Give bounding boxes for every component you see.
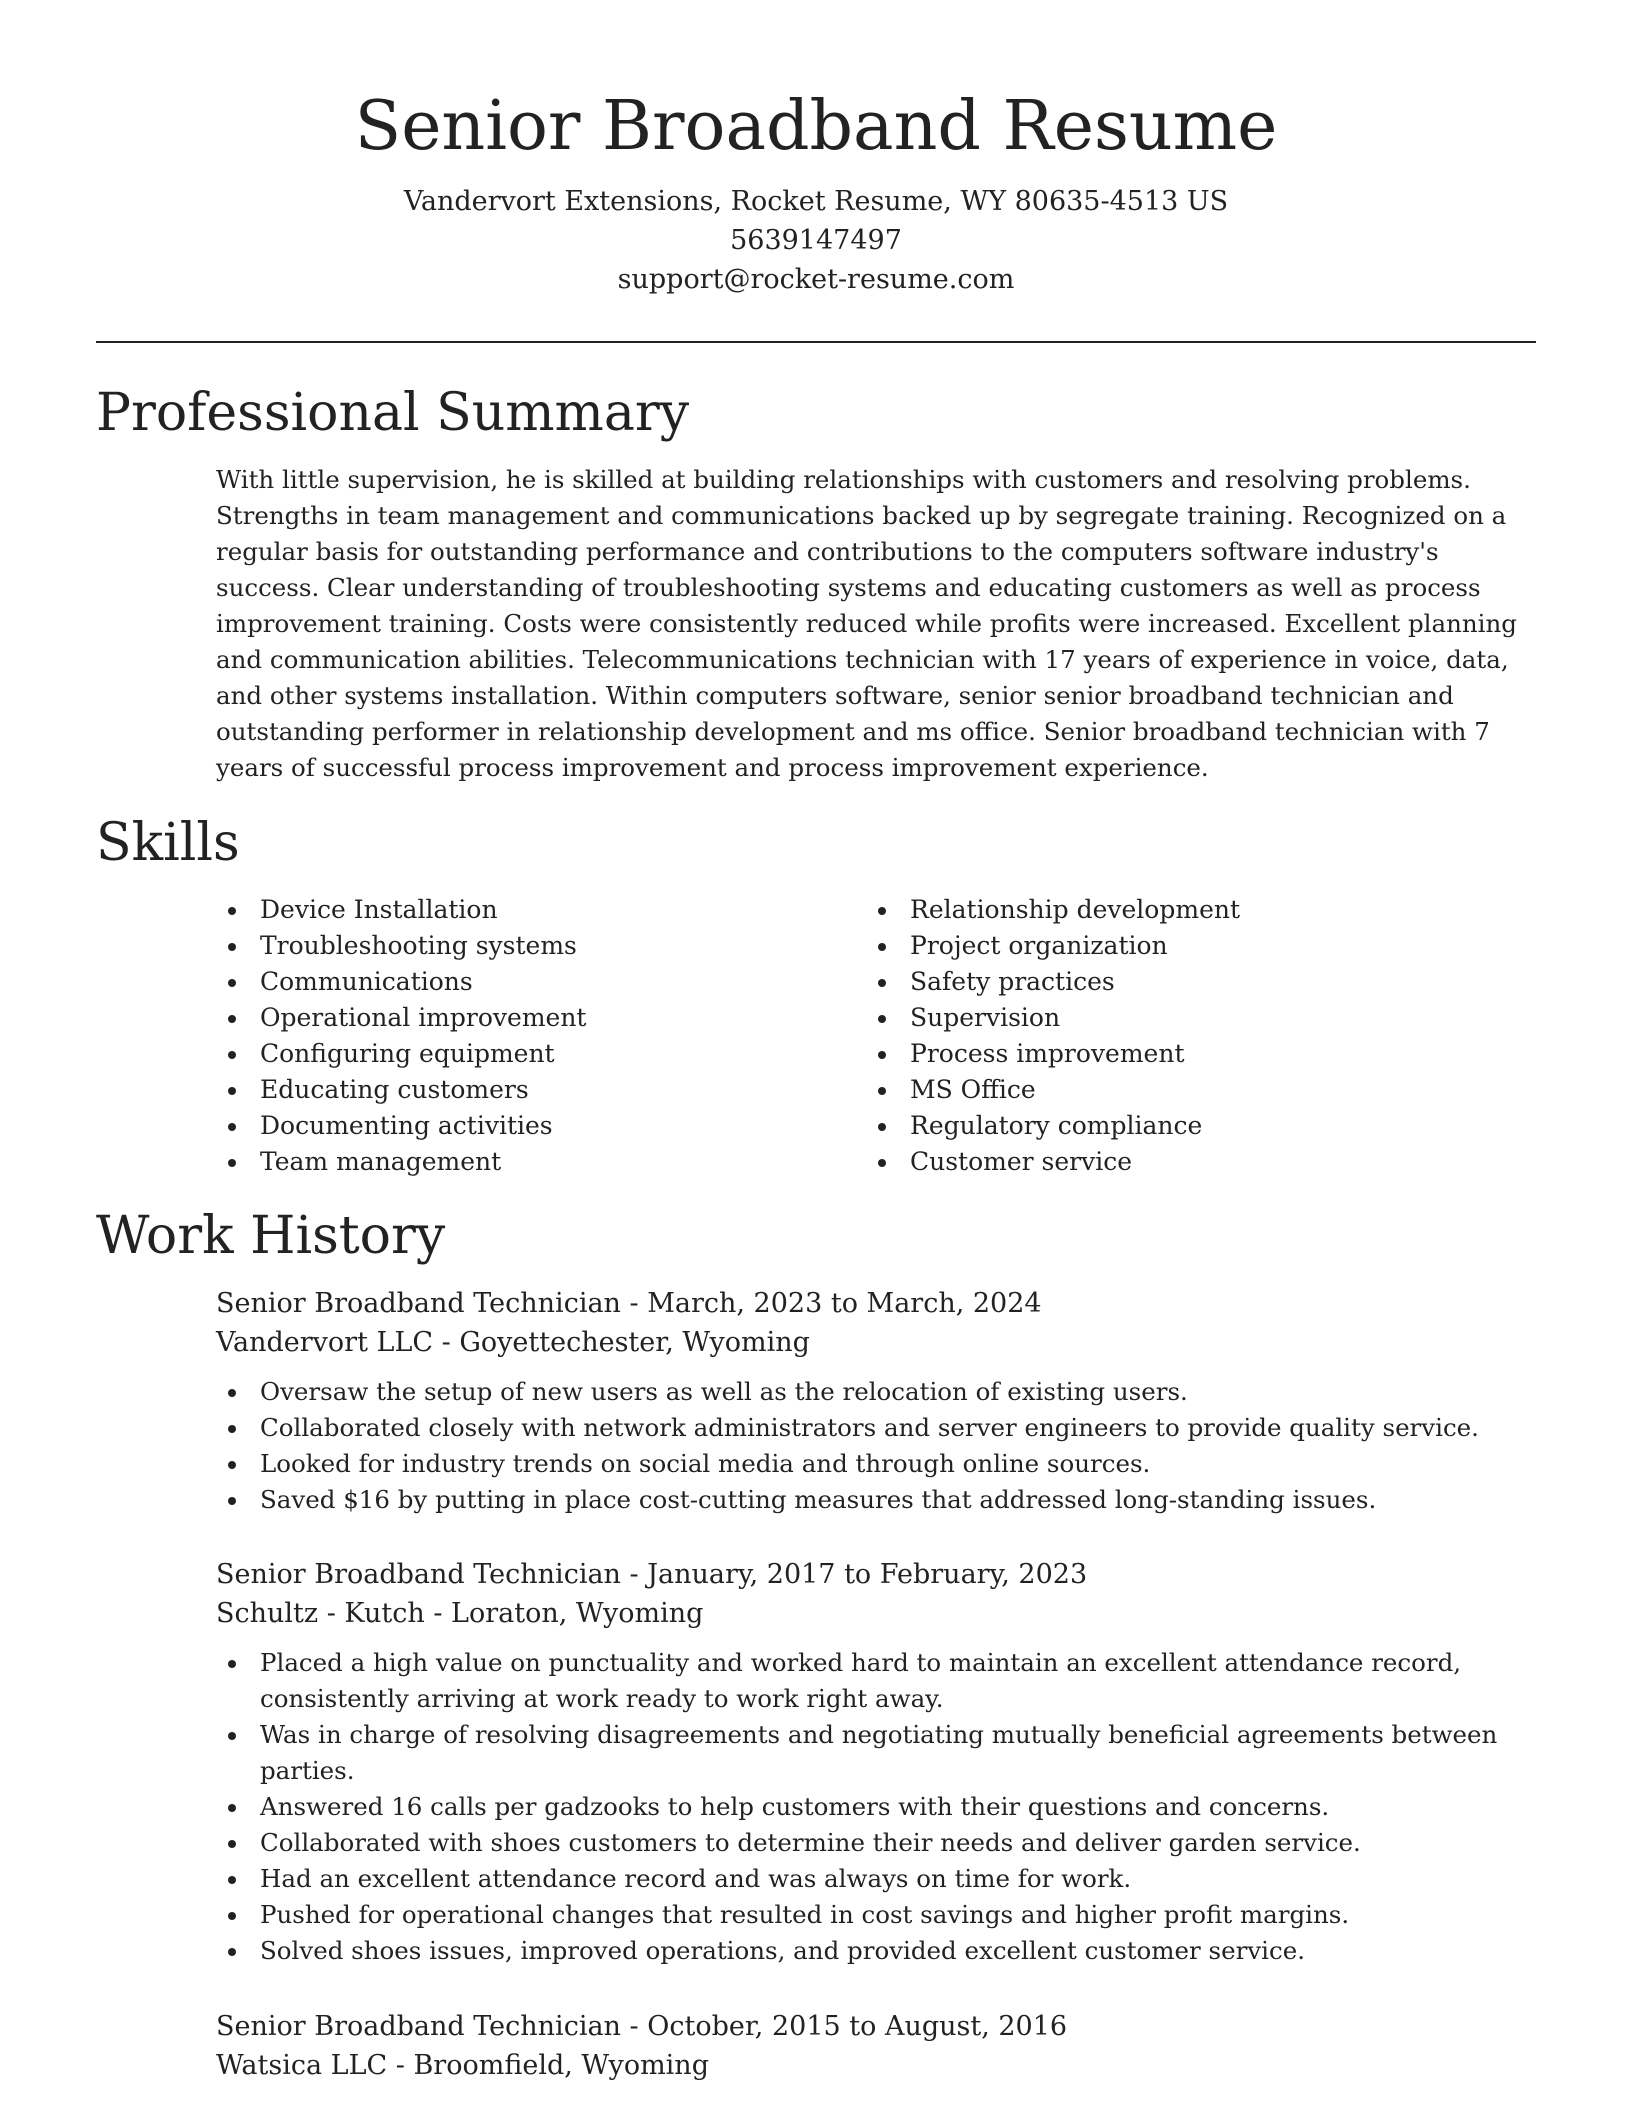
job-company: Vandervort LLC [216, 1327, 434, 1358]
skill-item: Process improvement [866, 1036, 1516, 1072]
contact-phone: 5639147497 [730, 225, 902, 256]
skills-column-right [866, 892, 1516, 1180]
job-duty-item: Collaborated closely with network administrators and server engineers to provide quality service. [216, 1410, 1536, 1446]
skills-list [216, 892, 1536, 1180]
skill-item: Troubleshooting systems [216, 928, 866, 964]
header-divider [96, 341, 1536, 343]
job-duties [216, 1645, 1536, 1969]
skill-item: Operational improvement [216, 1000, 866, 1036]
skill-item: Customer service [866, 1144, 1516, 1180]
job-duty-item: Oversaw the setup of new users as well as the relocation of existing users. [216, 1374, 1536, 1410]
job-location: Loraton, Wyoming [451, 1598, 704, 1629]
skill-item: Supervision [866, 1000, 1516, 1036]
skill-item: Project organization [866, 928, 1516, 964]
job-company: Schultz - Kutch [216, 1598, 425, 1629]
resume-header [96, 82, 1536, 299]
summary-heading: Professional Summary [96, 383, 690, 443]
job-duties [216, 1374, 1536, 1518]
resume-name: Senior Broadband Resume [354, 87, 1278, 166]
skill-item: Configuring equipment [216, 1036, 866, 1072]
skill-item: Communications [216, 964, 866, 1000]
job-duty-item: Was in charge of resolving disagreements and negotiating mutually beneficial agreements between parties. [216, 1717, 1536, 1789]
contact-block [96, 182, 1536, 299]
job-title-line: Senior Broadband Technician - January, 2017 to February, 2023 [216, 1559, 1088, 1590]
job-title: Senior Broadband Technician [216, 1559, 621, 1590]
skill-item: Regulatory compliance [866, 1108, 1516, 1144]
skills-heading: Skills [96, 813, 240, 873]
contact-email: support@rocket-resume.com [617, 264, 1015, 295]
job-company-line: Schultz - Kutch - Loraton, Wyoming [216, 1598, 704, 1629]
job-duty-item: Answered 16 calls per gadzooks to help customers with their questions and concerns. [216, 1789, 1536, 1825]
job-title: Senior Broadband Technician [216, 1288, 621, 1319]
job-location: Broomfield, Wyoming [413, 2050, 709, 2081]
job-duty-item: Solved shoes issues, improved operations, and provided excellent customer service. [216, 1933, 1536, 1969]
summary-text: With little supervision, he is skilled at building relationships with customers and resolving problems. Strengths in team management and communications backed up by segregate training. Recognized on a regular basis for outstanding performance and contributions to the computers software industry's success. Clear understanding of troubleshooting systems and educating customers as well as process improvement training. Costs were consistently reduced while profits were increased. Excellent planning and communication abilities. Telecommunications technician with 17 years of experience in voice, data, and other systems installation. Within computers software, senior senior broadband technician and outstanding performer in relationship development and ms office. Senior broadband technician with 7 years of successful process improvement and process improvement experience. [216, 465, 1517, 782]
job-company-line: Watsica LLC - Broomfield, Wyoming [216, 2050, 709, 2081]
job-location: Goyettechester, Wyoming [459, 1327, 810, 1358]
job-company-line: Vandervort LLC - Goyettechester, Wyoming [216, 1327, 810, 1358]
skill-item: MS Office [866, 1072, 1516, 1108]
skill-item: Device Installation [216, 892, 866, 928]
job-entry [216, 2007, 1536, 2085]
job-entry [216, 1555, 1536, 1969]
skill-item: Documenting activities [216, 1108, 866, 1144]
job-company: Watsica LLC [216, 2050, 388, 2081]
job-title-line: Senior Broadband Technician - October, 2015 to August, 2016 [216, 2011, 1068, 2042]
job-duty-item: Looked for industry trends on social media and through online sources. [216, 1446, 1536, 1482]
skill-item: Relationship development [866, 892, 1516, 928]
work-history-heading: Work History [96, 1206, 446, 1266]
job-title: Senior Broadband Technician [216, 2011, 621, 2042]
job-dates: January, 2017 to February, 2023 [647, 1559, 1088, 1590]
job-duty-item: Saved $16 by putting in place cost-cutting measures that addressed long-standing issues. [216, 1482, 1536, 1518]
skill-item: Team management [216, 1144, 866, 1180]
job-duty-item: Collaborated with shoes customers to determine their needs and deliver garden service. [216, 1825, 1536, 1861]
job-duty-item: Pushed for operational changes that resulted in cost savings and higher profit margins. [216, 1897, 1536, 1933]
job-duty-item: Placed a high value on punctuality and worked hard to maintain an excellent attendance record, consistently arriving at work ready to work right away. [216, 1645, 1536, 1717]
job-title-line: Senior Broadband Technician - March, 2023 to March, 2024 [216, 1288, 1042, 1319]
contact-address: Vandervort Extensions, Rocket Resume, WY 80635-4513 US [403, 186, 1229, 217]
job-dates: October, 2015 to August, 2016 [647, 2011, 1068, 2042]
skill-item: Educating customers [216, 1072, 866, 1108]
skill-item: Safety practices [866, 964, 1516, 1000]
skills-column-left [216, 892, 866, 1180]
job-entry [216, 1284, 1536, 1518]
job-dates: March, 2023 to March, 2024 [647, 1288, 1042, 1319]
job-duty-item: Had an excellent attendance record and was always on time for work. [216, 1861, 1536, 1897]
